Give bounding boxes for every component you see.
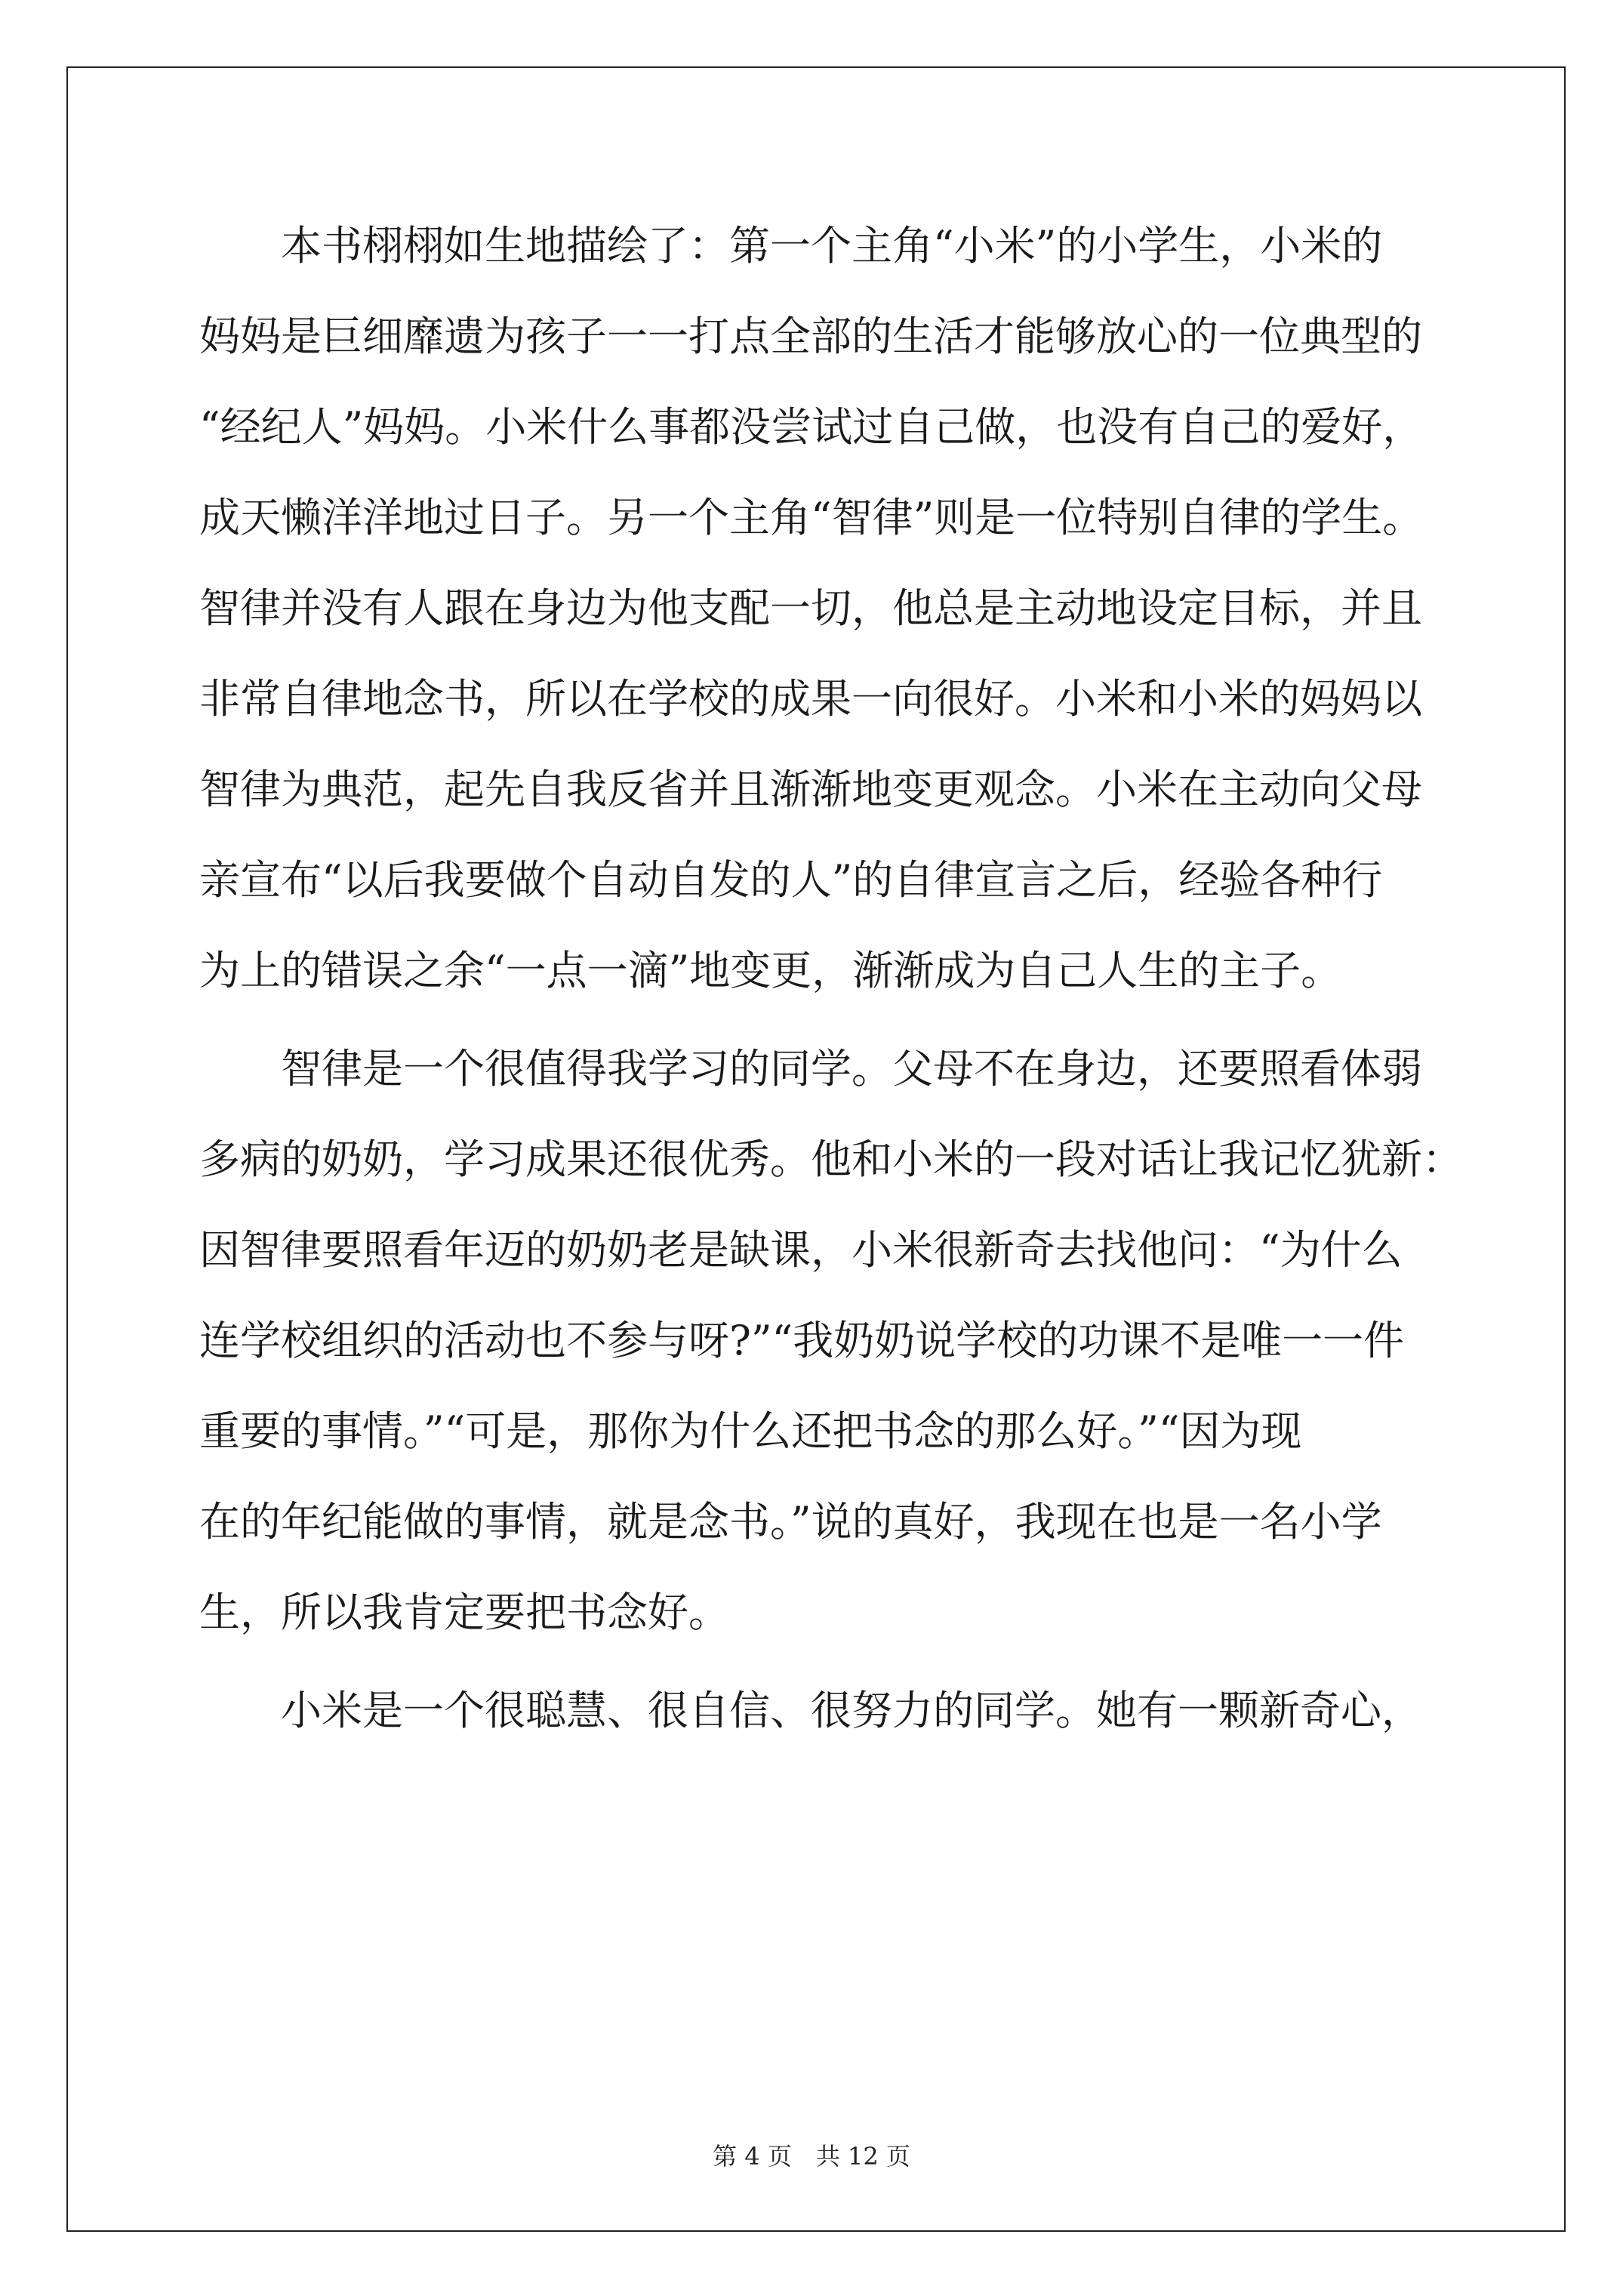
- text-line: 多病的奶奶，学习成果还很优秀。他和小米的一段对话让我记忆犹新：: [199, 1136, 1463, 1183]
- text-line: 成天懒洋洋地过日子。另一个主角“智律”则是一位特别自律的学生。: [199, 494, 1424, 541]
- text-line: 为上的错误之余“一点一滴”地变更，渐渐成为自己人生的主子。: [199, 947, 1342, 994]
- text-line: 因智律要照看年迈的奶奶老是缺课，小米很新奇去找他问：“为什么: [199, 1226, 1403, 1274]
- text-line: 小米是一个很聪慧、很自信、很努力的同学。她有一颗新奇心，: [199, 1687, 1422, 1734]
- text-line: 连学校组织的活动也不参与呀?”“我奶奶说学校的功课不是唯一一件: [199, 1317, 1405, 1364]
- text-line: 亲宣布“以后我要做个自动自发的人”的自律宣言之后，经验各种行: [199, 856, 1383, 904]
- page-number: 第 4 页 共 12 页: [713, 2142, 910, 2171]
- text-line: 智律是一个很值得我学习的同学。父母不在身边，还要照看体弱: [199, 1045, 1422, 1093]
- text-line: 非常自律地念书，所以在学校的成果一向很好。小米和小米的妈妈以: [199, 675, 1422, 723]
- text-line: 妈妈是巨细靡遗为孩子一一打点全部的生活才能够放心的一位典型的: [199, 313, 1422, 360]
- text-line: 生，所以我肯定要把书念好。: [199, 1589, 729, 1636]
- text-line: 重要的事情。”“可是，那你为什么还把书念的那么好。”“因为现: [199, 1407, 1302, 1455]
- text-line: “经纪人”妈妈。小米什么事都没尝试过自己做，也没有自己的爱好，: [199, 403, 1424, 451]
- text-line: 智律并没有人跟在身边为他支配一切，他总是主动地设定目标，并且: [199, 584, 1422, 632]
- text-line: 在的年纪能做的事情，就是念书。”说的真好，我现在也是一名小学: [199, 1498, 1382, 1546]
- text-line: 本书栩栩如生地描绘了：第一个主角“小米”的小学生，小米的: [199, 222, 1383, 270]
- text-line: 智律为典范，起先自我反省并且渐渐地变更观念。小米在主动向父母: [199, 766, 1422, 813]
